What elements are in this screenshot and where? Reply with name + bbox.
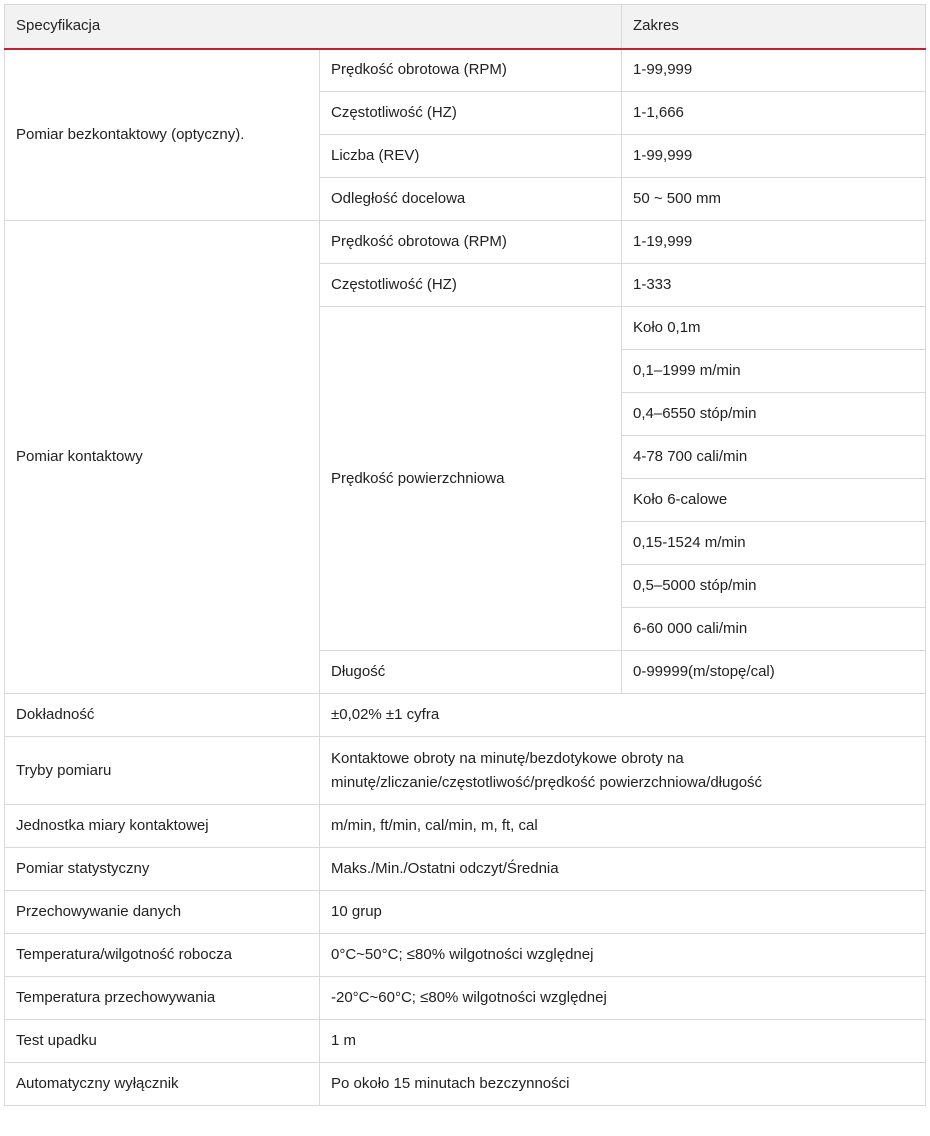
spec-value: m/min, ft/min, cal/min, m, ft, cal [320,805,926,848]
spec-value: 0°C~50°C; ≤80% wilgotności względnej [320,934,926,977]
param-value: 6-60 000 cali/min [622,608,926,651]
group-label-optical: Pomiar bezkontaktowy (optyczny). [5,49,320,221]
spec-table [4,4,926,1106]
spec-name: Pomiar statystyczny [5,848,320,891]
spec-value: -20°C~60°C; ≤80% wilgotności względnej [320,977,926,1020]
param-name: Prędkość obrotowa (RPM) [320,221,622,264]
param-value: 0,4–6550 stóp/min [622,393,926,436]
table-row [5,49,926,92]
table-row [5,694,926,737]
header-range: Zakres [622,5,926,49]
param-value: 4-78 700 cali/min [622,436,926,479]
spec-value: 1 m [320,1020,926,1063]
param-value: 0,15-1524 m/min [622,522,926,565]
header-row [5,5,926,49]
spec-name: Temperatura przechowywania [5,977,320,1020]
table-row [5,737,926,805]
param-value: 50 ~ 500 mm [622,178,926,221]
param-value: 1-333 [622,264,926,307]
table-row [5,1063,926,1106]
param-value: 1-99,999 [622,135,926,178]
header-spec: Specyfikacja [5,5,622,49]
table-row [5,848,926,891]
spec-name: Przechowywanie danych [5,891,320,934]
spec-value: Po około 15 minutach bezczynności [320,1063,926,1106]
spec-value: ±0,02% ±1 cyfra [320,694,926,737]
spec-name: Dokładność [5,694,320,737]
param-name: Długość [320,651,622,694]
spec-name: Automatyczny wyłącznik [5,1063,320,1106]
spec-name: Temperatura/wilgotność robocza [5,934,320,977]
table-row [5,221,926,264]
param-value: 1-99,999 [622,49,926,92]
spec-value: 10 grup [320,891,926,934]
group-label-contact: Pomiar kontaktowy [5,221,320,694]
table-row [5,1020,926,1063]
param-name-surface-speed: Prędkość powierzchniowa [320,307,622,651]
spec-name: Test upadku [5,1020,320,1063]
table-row [5,977,926,1020]
param-value: 0-99999(m/stopę/cal) [622,651,926,694]
table-row [5,805,926,848]
spec-name: Jednostka miary kontaktowej [5,805,320,848]
param-name: Częstotliwość (HZ) [320,264,622,307]
param-name: Prędkość obrotowa (RPM) [320,49,622,92]
spec-value: Maks./Min./Ostatni odczyt/Średnia [320,848,926,891]
param-value: 1-1,666 [622,92,926,135]
spec-value: Kontaktowe obroty na minutę/bezdotykowe obroty na minutę/zliczanie/częstotliwość/prędkość powierzchniowa/długość [320,737,926,805]
param-value: Koło 6-calowe [622,479,926,522]
spec-name: Tryby pomiaru [5,737,320,805]
param-name: Liczba (REV) [320,135,622,178]
table-row [5,934,926,977]
param-value: 0,5–5000 stóp/min [622,565,926,608]
param-name: Odległość docelowa [320,178,622,221]
table-row [5,891,926,934]
param-value: 1-19,999 [622,221,926,264]
param-value: Koło 0,1m [622,307,926,350]
param-name: Częstotliwość (HZ) [320,92,622,135]
param-value: 0,1–1999 m/min [622,350,926,393]
